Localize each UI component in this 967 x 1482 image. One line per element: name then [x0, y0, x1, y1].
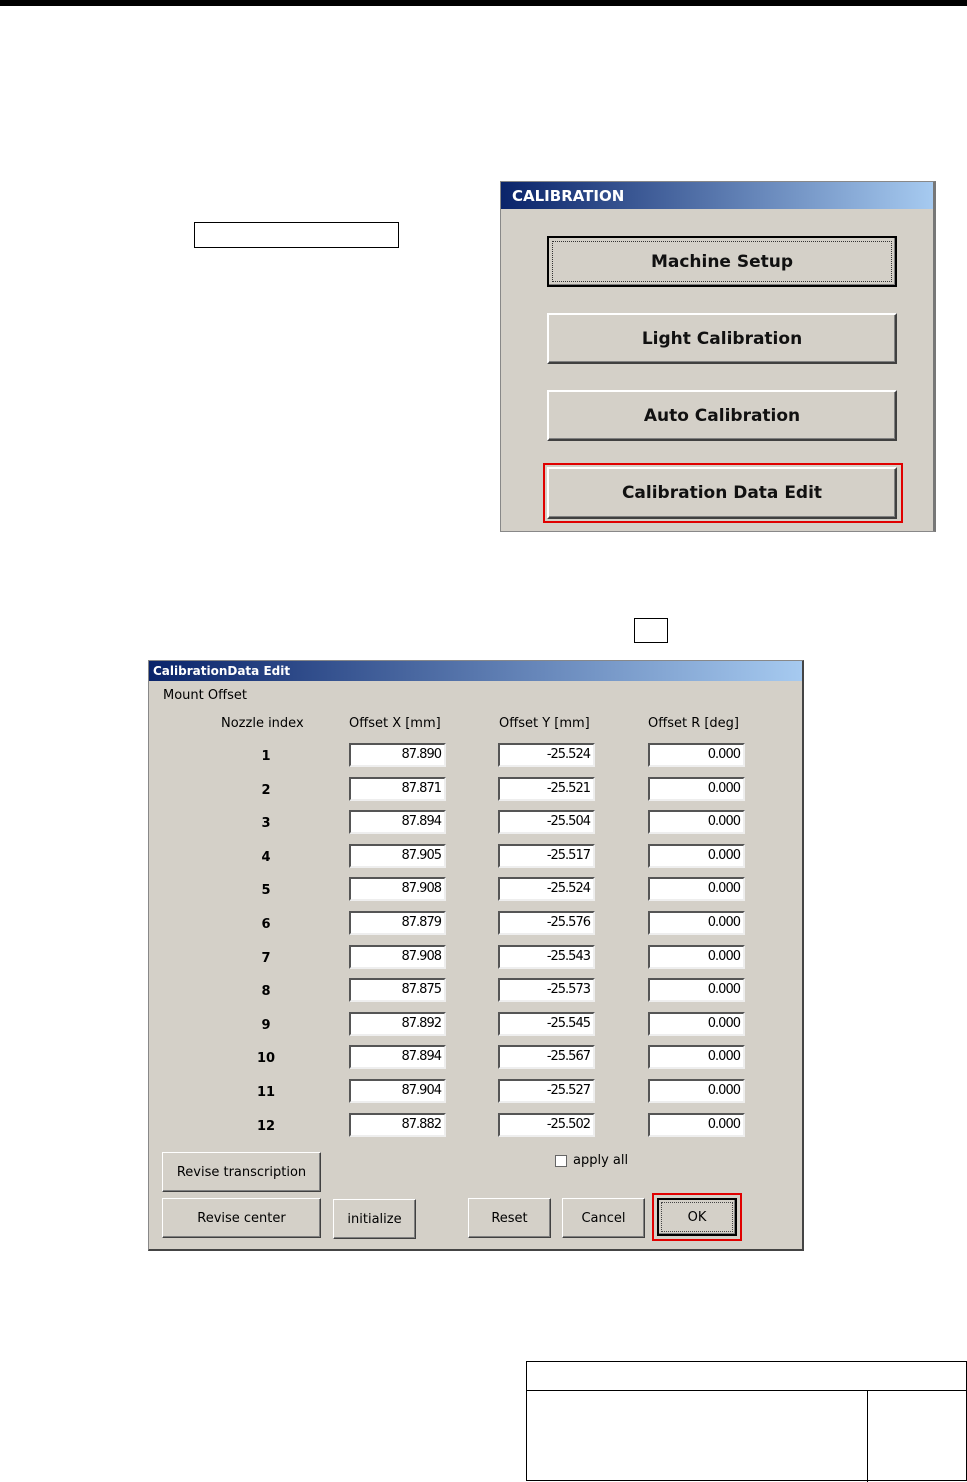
nozzle-index: 5	[261, 883, 271, 899]
offset-r-input[interactable]: 0.000	[648, 743, 745, 767]
offset-r-input[interactable]: 0.000	[648, 877, 745, 901]
offset-r-input[interactable]: 0.000	[648, 1045, 745, 1069]
nozzle-index: 2	[261, 782, 271, 798]
offset-x-input[interactable]: 87.890	[349, 743, 446, 767]
nozzle-index: 3	[261, 816, 271, 832]
nozzle-index: 9	[261, 1017, 271, 1033]
offset-y-input[interactable]: -25.576	[498, 911, 595, 935]
header-nozzle-index: Nozzle index	[221, 716, 304, 731]
footer-table-divider	[527, 1390, 966, 1391]
mount-offset-label: Mount Offset	[163, 688, 247, 703]
offset-y-input[interactable]: -25.527	[498, 1079, 595, 1103]
cancel-button[interactable]: Cancel	[562, 1198, 645, 1238]
header-offset-y: Offset Y [mm]	[499, 716, 590, 731]
nozzle-index: 1	[261, 749, 271, 764]
header-offset-x: Offset X [mm]	[349, 716, 441, 731]
offset-r-input[interactable]: 0.000	[648, 945, 745, 969]
offset-y-input[interactable]: -25.543	[498, 945, 595, 969]
offset-r-input[interactable]: 0.000	[648, 844, 745, 868]
offset-r-input[interactable]: 0.000	[648, 911, 745, 935]
offset-y-input[interactable]: -25.545	[498, 1012, 595, 1036]
nozzle-index: 7	[261, 950, 271, 966]
machine-setup-button[interactable]: Machine Setup	[547, 236, 897, 287]
revise-transcription-button[interactable]: Revise transcription	[162, 1152, 321, 1192]
offset-x-input[interactable]: 87.871	[349, 777, 446, 801]
apply-all-checkbox[interactable]	[555, 1155, 567, 1167]
offset-y-input[interactable]: -25.521	[498, 777, 595, 801]
header-offset-r: Offset R [deg]	[648, 716, 739, 731]
apply-all-label: apply all	[573, 1153, 629, 1168]
nozzle-index: 10	[256, 1051, 276, 1067]
offset-y-input[interactable]: -25.524	[498, 877, 595, 901]
dialog-title: CalibrationData Edit	[149, 661, 802, 681]
page-top-rule	[0, 0, 967, 6]
offset-x-input[interactable]: 87.894	[349, 810, 446, 834]
offset-r-input[interactable]: 0.000	[648, 978, 745, 1002]
offset-x-input[interactable]: 87.894	[349, 1045, 446, 1069]
nozzle-index: 8	[261, 984, 271, 1000]
offset-r-input[interactable]: 0.000	[648, 810, 745, 834]
nozzle-index: 12	[256, 1118, 276, 1134]
calibration-panel	[500, 181, 936, 532]
offset-y-input[interactable]: -25.567	[498, 1045, 595, 1069]
auto-calibration-button[interactable]: Auto Calibration	[547, 390, 897, 441]
calibration-data-edit-button[interactable]: Calibration Data Edit	[547, 467, 897, 519]
offset-r-input[interactable]: 0.000	[648, 777, 745, 801]
calibration-data-edit-dialog	[148, 660, 804, 1251]
offset-x-input[interactable]: 87.908	[349, 945, 446, 969]
offset-x-input[interactable]: 87.905	[349, 844, 446, 868]
empty-label-box-small	[634, 618, 668, 643]
offset-y-input[interactable]: -25.502	[498, 1113, 595, 1137]
offset-x-input[interactable]: 87.892	[349, 1012, 446, 1036]
ok-button[interactable]: OK	[657, 1198, 737, 1236]
offset-x-input[interactable]: 87.904	[349, 1079, 446, 1103]
offset-r-input[interactable]: 0.000	[648, 1079, 745, 1103]
initialize-button[interactable]: initialize	[333, 1199, 416, 1239]
nozzle-index: 4	[261, 849, 271, 865]
nozzle-index: 6	[261, 917, 271, 932]
footer-table-divider	[867, 1390, 868, 1482]
offset-x-input[interactable]: 87.875	[349, 978, 446, 1002]
reset-button[interactable]: Reset	[468, 1198, 551, 1238]
light-calibration-button[interactable]: Light Calibration	[547, 313, 897, 364]
calibration-panel-title: CALIBRATION	[501, 182, 933, 209]
footer-table	[526, 1361, 967, 1481]
offset-y-input[interactable]: -25.573	[498, 978, 595, 1002]
empty-label-box	[194, 222, 399, 248]
offset-y-input[interactable]: -25.517	[498, 844, 595, 868]
offset-x-input[interactable]: 87.908	[349, 877, 446, 901]
offset-x-input[interactable]: 87.882	[349, 1113, 446, 1137]
revise-center-button[interactable]: Revise center	[162, 1198, 321, 1238]
offset-r-input[interactable]: 0.000	[648, 1012, 745, 1036]
nozzle-index: 11	[256, 1085, 276, 1100]
offset-y-input[interactable]: -25.504	[498, 810, 595, 834]
offset-x-input[interactable]: 87.879	[349, 911, 446, 935]
offset-y-input[interactable]: -25.524	[498, 743, 595, 767]
offset-r-input[interactable]: 0.000	[648, 1113, 745, 1137]
